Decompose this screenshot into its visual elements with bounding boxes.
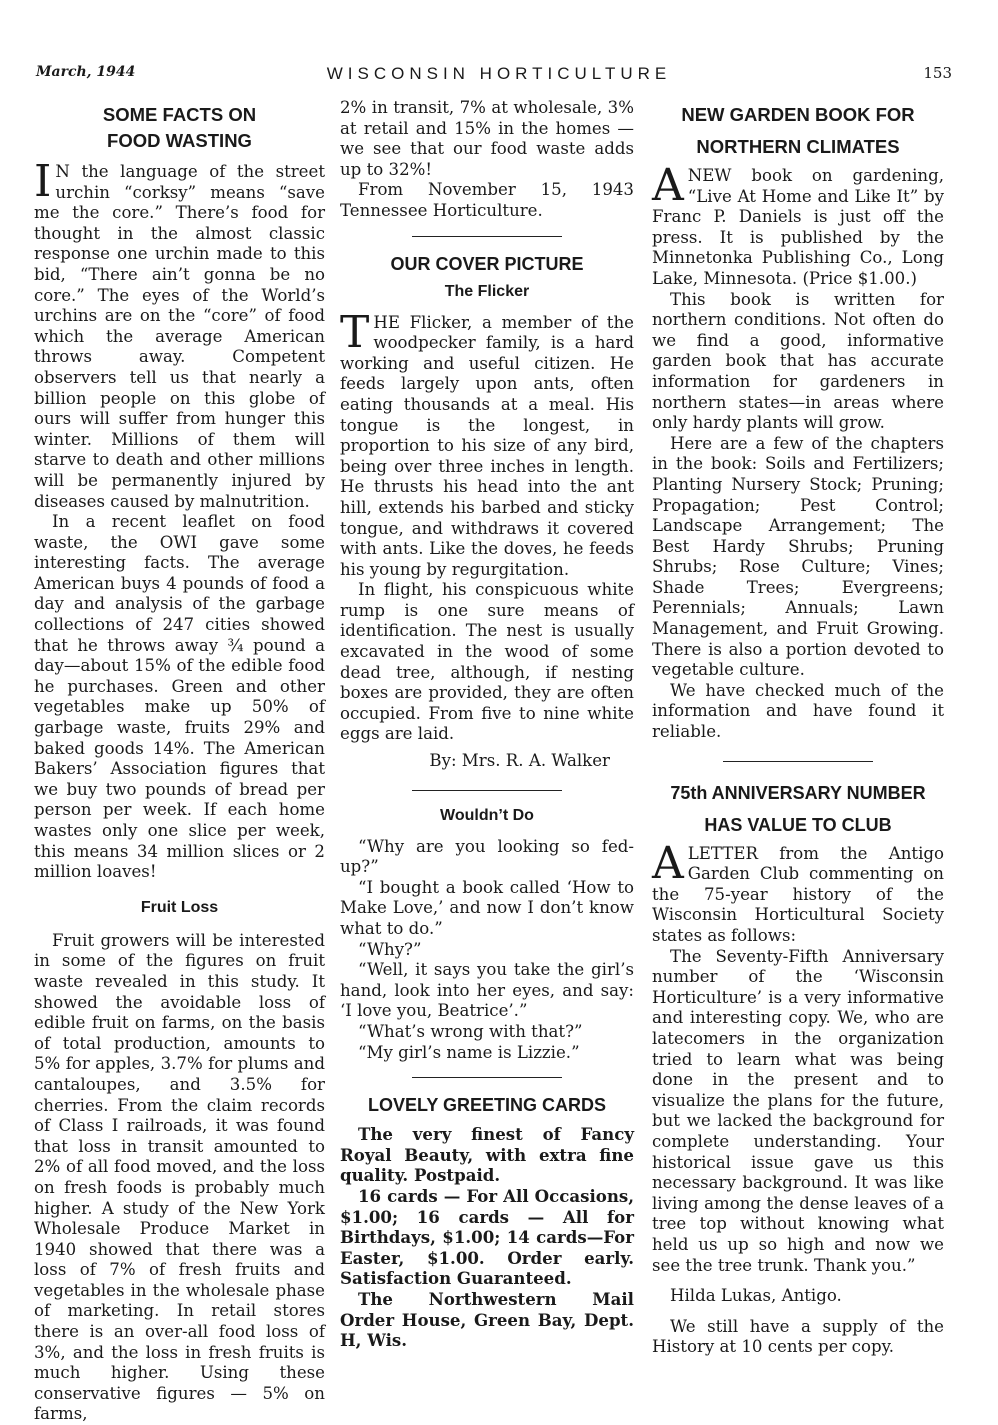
- divider: [723, 761, 873, 762]
- food-wasting-p2: In a recent leaflet on food waste, the OWI gave some interesting facts. The average American buys 4 pounds of food a day and analysis of the garbage collections of 247 cities showed that he throws away ¾ pound a day—about 15% of the edible food he purchases. Green and other vegetables make up 50% of garbage waste, fruits 29% and baked goods 14%. The American Bakers’ Association figures that we buy two pounds of bread per person per week. If each home wastes only one slice per week, this means 34 million slices or 2 million loaves!: [34, 512, 325, 882]
- divider: [412, 1077, 562, 1078]
- garden-book-title: [652, 102, 944, 160]
- food-wasting-p4: 2% in transit, 7% at wholesale, 3% at retail and 15% in the homes —we see that our food waste adds up to 32%!: [340, 98, 634, 179]
- anniversary-p1: [652, 837, 944, 947]
- column-right: [652, 98, 944, 1358]
- drop-cap: T: [340, 306, 370, 358]
- anniversary-p2: The Seventy-Fifth Anniversary number of the ‘Wisconsin Horticulture’ is a very informative and interesting copy. We, who are latecomers in the organization tried to learn what was being done in the present and to visualize the plans for the future, but we lacked the background for complete understanding. Your historical issue gave us this necessary background. It was like living among the dense leaves of a tree top without knowing what held us up so high and now we see the tree trunk. Thank you.”: [652, 946, 944, 1275]
- cover-picture-p1: [340, 306, 634, 581]
- divider: [412, 236, 562, 237]
- greeting-cards-p1: The very finest of Fancy Royal Beauty, with extra fine quality. Postpaid.: [340, 1124, 634, 1186]
- food-wasting-p1: [34, 156, 325, 512]
- issue-date: March, 1944: [36, 64, 136, 80]
- greeting-cards-p2: 16 cards — For All Occasions, $1.00; 16 cards — All for Birthdays, $1.00; 14 cards—For Easter, $1.00. Order early. Satisfaction Guaranteed.: [340, 1185, 634, 1289]
- page-header: [0, 64, 998, 88]
- drop-cap: I: [34, 156, 52, 207]
- joke-line: “I bought a book called ‘How to Make Love,’ and now I don’t know what to do.”: [340, 877, 634, 938]
- cover-picture-title: OUR COVER PICTURE: [390, 253, 584, 274]
- garden-book-p2: This book is written for northern conditions. Not often do we find a good, informative garden book that has accurate information for gardeners in northern states—in areas where only hardy plants will grow.: [652, 289, 944, 433]
- joke-line: “Why?”: [358, 939, 422, 959]
- cover-picture-byline: By: Mrs. R. A. Walker: [429, 751, 610, 771]
- food-wasting-title-line2: FOOD WASTING: [107, 130, 252, 151]
- food-wasting-p1-text: N the language of the street urchin “corksy” means “save me the core.” There’s food for thought in the almost classic response one urchin made to this bid, “There ain’t gonna be no core.” The eyes of the World’s urchins are on the “core” of food which the average American throws away. Competent observers tell us that nearly a billion people on this globe of ours will suffer from hunger this winter. Millions of them will starve to death and other millions will be permanently injured by diseases caused by malnutrition.: [34, 162, 325, 511]
- anniversary-p1-text: LETTER from the Antigo Garden Club commenting on the 75-year history of the Wisconsin Horticultural Society states as follows:: [652, 843, 944, 945]
- page-number: 153: [923, 64, 952, 82]
- food-wasting-source: From November 15, 1943 Tennessee Horticulture.: [340, 180, 634, 220]
- cover-picture-p2: In flight, his conspicuous white rump is one sure means of identification. The nest is usually excavated in the wood of some dead tree, although, if nesting boxes are provided, they are often occupied. From five to nine white eggs are laid.: [340, 580, 634, 744]
- anniversary-title-line1: 75th ANNIVERSARY NUMBER: [670, 782, 926, 803]
- cover-picture-p1-text: HE Flicker, a member of the woodpecker family, is a hard working and useful citizen. He feeds largely upon ants, often eating thousands at a meal. His tongue is the longest, in proportion to his size of any bird, being over three inches in length. He thrusts his head into the ant hill, extends his barbed and sticky tongue, and withdraws it covered with ants. Like the doves, he feeds his young by regurgitation.: [340, 312, 634, 579]
- joke-line: “Why are you looking so fed-up?”: [340, 836, 634, 877]
- drop-cap: A: [652, 160, 684, 211]
- wouldnt-do-title: Wouldn’t Do: [440, 806, 534, 824]
- garden-book-title-line1: NEW GARDEN BOOK FOR: [681, 104, 915, 125]
- greeting-cards-p3: The Northwestern Mail Order House, Green Bay, Dept. H, Wis.: [340, 1288, 634, 1351]
- anniversary-title-line2: HAS VALUE TO CLUB: [704, 814, 892, 835]
- garden-book-title-line2: NORTHERN CLIMATES: [696, 136, 900, 157]
- divider: [412, 790, 562, 791]
- anniversary-signature: Hilda Lukas, Antigo.: [670, 1286, 842, 1306]
- masthead: WISCONSIN HORTICULTURE: [326, 64, 672, 83]
- anniversary-p3: We still have a supply of the History at 10 cents per copy.: [652, 1316, 944, 1357]
- column-left: [34, 98, 325, 1425]
- garden-book-p4: We have checked much of the information and have found it reliable.: [652, 680, 944, 742]
- column-middle: [340, 98, 634, 1351]
- joke-line: “What’s wrong with that?”: [358, 1021, 583, 1041]
- fruit-loss-subhead: Fruit Loss: [140, 898, 219, 916]
- anniversary-title: [652, 780, 944, 838]
- food-wasting-title: [34, 102, 325, 154]
- food-wasting-p3: Fruit growers will be interested in some of the figures on fruit waste revealed in this study. It showed the avoidable loss of edible fruit on farms, on the basis of total production, amounts to 5% for apples, 3.7% for plums and cantaloupes, and 3.5% for cherries. From the claim records of Class I railroads, it was found that loss in transit amounted to 2% of all food moved, and the loss on fresh foods is probably much higher. A study of the New York Wholesale Produce Market in 1940 showed that there was a loss of 7% of fresh fruits and vegetables in the wholesale phase of marketing. In retail stores there is an over-all food loss of 3%, and the loss in fresh fruits is much higher. Using these conservative figures — 5% on farms,: [34, 930, 325, 1424]
- garden-book-p3: Here are a few of the chapters in the book: Soils and Fertilizers; Planting Nursery Stock; Pruning; Propagation; Pest Control; Landscape Arrangement; The Best Hardy Shrubs; Pruning Shrubs; Rose Culture; Vines; Shade Trees; Evergreens; Perennials; Annuals; Lawn Management, and Fruit Growing. There is also a portion devoted to vegetable culture.: [652, 433, 944, 680]
- greeting-cards-title: LOVELY GREETING CARDS: [367, 1095, 607, 1116]
- joke-line: “My girl’s name is Lizzie.”: [358, 1042, 580, 1062]
- garden-book-p1: [652, 160, 944, 290]
- drop-cap: A: [652, 837, 684, 889]
- food-wasting-title-line1: SOME FACTS ON: [102, 104, 257, 125]
- joke-line: “Well, it says you take the girl’s hand, look into her eyes, and say: ‘I love you, Beatrice’.”: [340, 960, 634, 1021]
- cover-picture-subtitle: The Flicker: [444, 282, 530, 300]
- garden-book-p1-text: NEW book on gardening, “Live At Home and Like It” by Franc P. Daniels is just off the press. It is published by the Minnetonka Publishing Co., Long Lake, Minnesota. (Price $1.00.): [652, 166, 944, 288]
